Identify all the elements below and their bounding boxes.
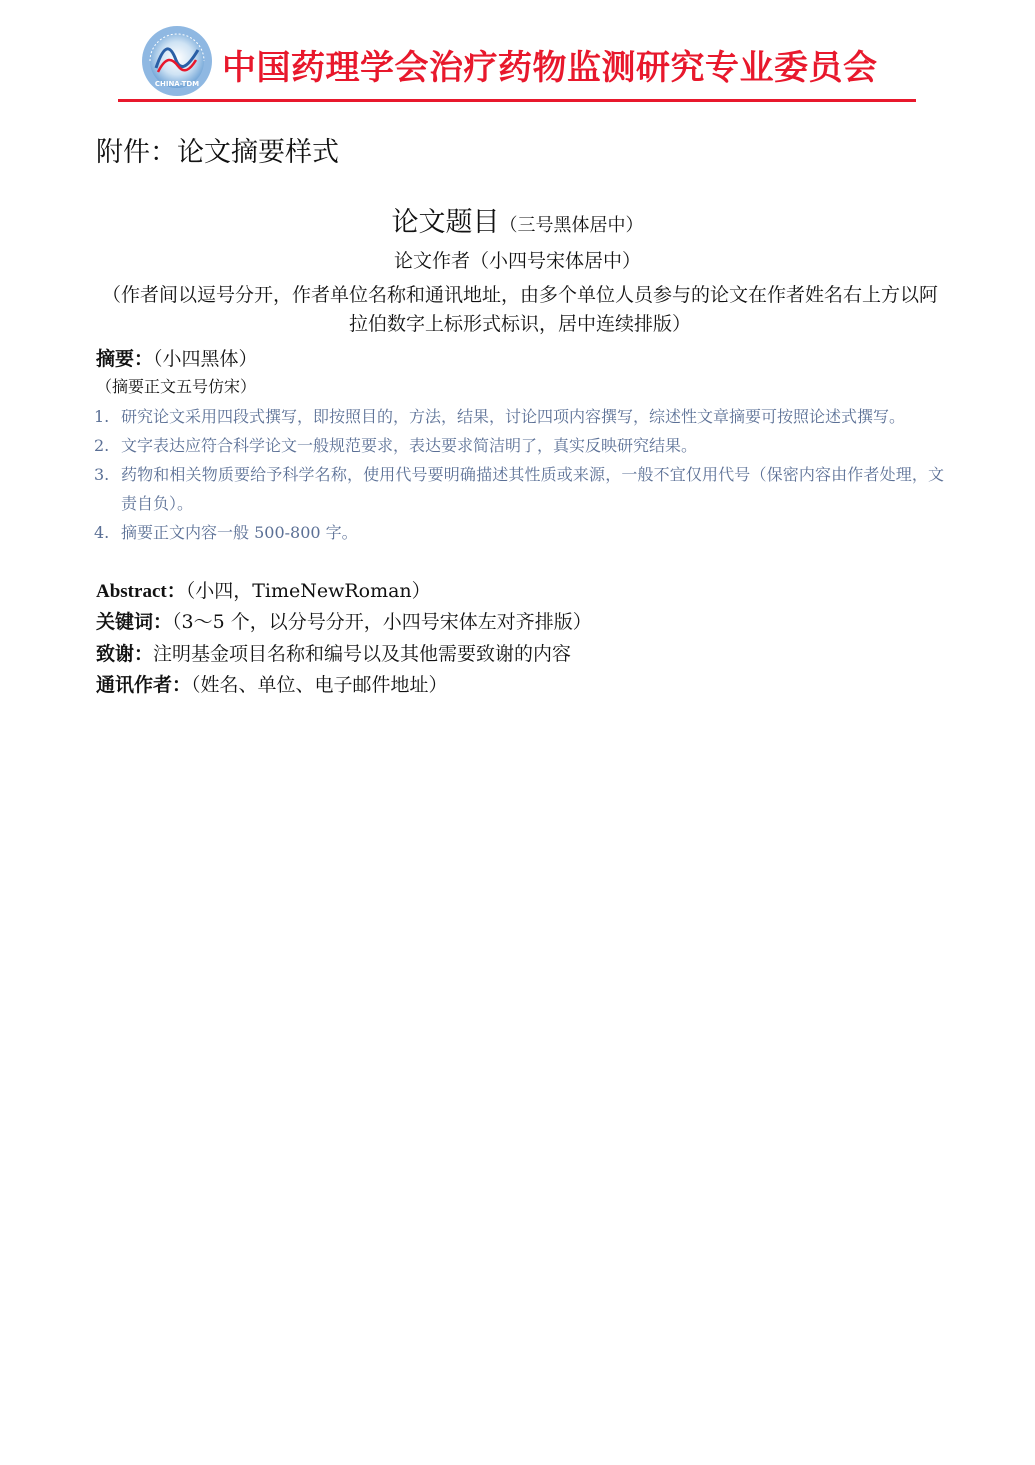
header-divider — [118, 99, 916, 102]
acknowledgement-line — [96, 639, 571, 666]
list-item-number: 3. — [94, 465, 110, 484]
acknowledgement-label: 致谢： — [96, 643, 154, 665]
letterhead — [118, 18, 916, 104]
affiliation-note: （作者间以逗号分开，作者单位名称和通讯地址，由多个单位人员参与的论文在作者姓名右上方以阿拉伯数字上标形式标识，居中连续排版） — [101, 284, 938, 335]
list-item — [94, 402, 944, 431]
list-item-number: 2. — [94, 436, 110, 455]
abstract-rules-list — [94, 402, 944, 547]
acknowledgement-note: 注明基金项目名称和编号以及其他需要致谢的内容 — [153, 643, 572, 665]
abstract-en-label: Abstract： — [96, 581, 186, 602]
list-item-number: 4. — [94, 523, 110, 542]
list-item — [94, 460, 944, 518]
abstract-body-note: （摘要正文五号仿宋） — [96, 377, 257, 396]
paper-title-note: （三号黑体居中） — [499, 215, 644, 236]
list-item-text: 摘要正文内容一般 500-800 字。 — [121, 523, 358, 542]
corresponding-author-note: （姓名、单位、电子邮件地址） — [191, 674, 448, 696]
list-item-text: 药物和相关物质要给予科学名称，使用代号要明确描述其性质或来源，一般不宜仅用代号（保密内容由作者处理，文责自负）。 — [121, 465, 944, 513]
abstract-heading — [96, 344, 258, 371]
list-item-text: 研究论文采用四段式撰写，即按照目的，方法，结果，讨论四项内容撰写，综述性文章摘要可按照论述式撰写。 — [121, 407, 906, 426]
logo-text: CHINA-TDM — [154, 80, 200, 88]
organization-name: 中国药理学会治疗药物监测研究专业委员会 — [222, 48, 878, 88]
corresponding-author-line — [96, 670, 448, 697]
list-item-number: 1. — [94, 407, 110, 426]
keywords-label: 关键词： — [96, 611, 173, 633]
abstract-label: 摘要： — [96, 348, 154, 370]
abstract-en-note: （小四，TimeNewRoman） — [185, 580, 431, 602]
keywords-note: （3～5 个，以分号分开，小四号宋体左对齐排版） — [172, 611, 592, 633]
list-item-text: 文字表达应符合科学论文一般规范要求，表达要求简洁明了，真实反映研究结果。 — [121, 436, 698, 455]
paper-title-main: 论文题目 — [391, 207, 500, 238]
abstract-en-line — [96, 576, 431, 603]
list-item — [94, 518, 944, 547]
society-logo-icon — [140, 24, 214, 98]
corresponding-author-label: 通讯作者： — [96, 674, 192, 696]
list-item — [94, 431, 944, 460]
abstract-label-note: （小四黑体） — [153, 348, 258, 370]
paper-title — [0, 200, 1035, 239]
keywords-line — [96, 607, 592, 634]
author-line: 论文作者（小四号宋体居中） — [393, 250, 641, 272]
attachment-title: 附件：论文摘要样式 — [96, 137, 339, 168]
